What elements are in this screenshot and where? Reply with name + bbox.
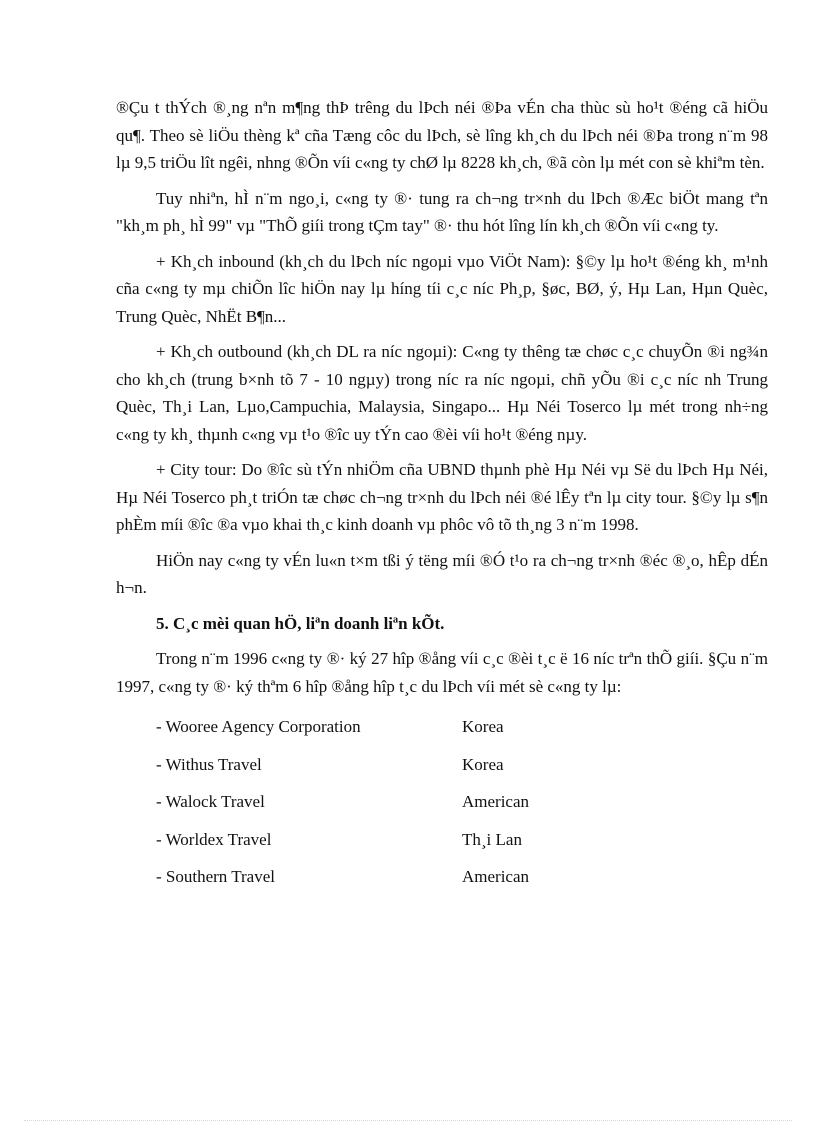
paragraph-inbound: + Kh¸ch inbound (kh¸ch du lÞch níc ngoµi vµo ViÖt Nam): §©y lµ ho¹t ®éng kh¸ m¹nh cña c«ng ty mµ chiÕn lîc hiÖn nay lµ híng tíi c¸c níc Ph¸p, §øc, BØ, ý, Hµ Lan, Hµn Quèc, Trung Quèc, NhËt B¶n... (116, 251, 768, 326)
partner-table (156, 708, 529, 896)
table-row (156, 783, 529, 821)
partner-country: American (462, 792, 530, 811)
table-row (156, 821, 529, 859)
paragraph-outbound: + Kh¸ch outbound (kh¸ch DL ra níc ngoµi): C«ng ty thêng tæ chøc c¸c chuyÕn ®i ng¾n cho kh¸ch (trung b×nh tõ 7 - 10 ngµy) trong níc ra níc ngoµi, chñ yÕu ®i c¸c níc nh Trung Quèc, Th¸i Lan, Lµo,Campuchia, Malaysia, Singapo... Hµ Néi Toserco lµ mét trong nh÷ng c«ng ty kh¸ thµnh c«ng vµ t¹o ®îc uy tÝn cao ®èi víi ho¹t ®éng nµy. (116, 342, 768, 444)
section-heading: 5. C¸c mèi quan hÖ, liªn doanh liªn kÕt. (156, 613, 445, 633)
partner-country: Korea (462, 717, 504, 736)
partner-country: Th¸i Lan (462, 829, 522, 849)
table-row (156, 858, 529, 896)
paragraph-city-tour: + City tour: Do ®îc sù tÝn nhiÖm cña UBND thµnh phè Hµ Néi vµ Së du lÞch Hµ Néi, Hµ Néi Toserco ph¸t triÓn tæ chøc ch¬ng tr×nh du lÞch néi ®é lÊy tªn lµ city tour. §©y lµ s¶n phÈm míi ®îc ®a vµo khai th¸c kinh doanh vµ phôc vô tõ th¸ng 3 n¨m 1998. (116, 460, 768, 534)
partner-name: - Worldex Travel (156, 829, 272, 849)
paragraph-new-ideas: HiÖn nay c«ng ty vÉn lu«n t×m tßi ý tëng míi ®Ó t¹o ra ch¬ng tr×nh ®éc ®¸o, hÊp dÉn h¬n. (116, 550, 768, 597)
paragraph-summer-programs: Tuy nhiªn, hÌ n¨m ngo¸i, c«ng ty ®· tung ra ch¬ng tr×nh du lÞch ®Æc biÖt mang tªn "kh¸m ph¸ hÌ 99" vµ "ThÕ giíi trong tÇm tay" ®· thu hót lîng lín kh¸ch ®Õn víi c«ng ty. (116, 188, 768, 235)
partner-name: - Withus Travel (156, 754, 262, 774)
partner-country: American (462, 867, 530, 886)
paragraph-domestic-market: ®Çu t thÝch ®¸ng nªn m¶ng thÞ trêng du lÞch néi ®Þa vÉn cha thùc sù ho¹t ®éng cã hiÖu qu¶. Theo sè liÖu thèng kª cña Tæng côc du lÞch, sè lîng kh¸ch du lÞch néi ®Þa trong n¨m 98 lµ 9,5 triÖu lît ngêi, nhng ®Õn víi c«ng ty chØ lµ 8228 kh¸ch, ®ã còn lµ mét con sè khiªm tèn. (116, 98, 768, 172)
partner-name: - Southern Travel (156, 867, 275, 886)
partner-country: Korea (462, 754, 504, 774)
partner-name: - Wooree Agency Corporation (156, 717, 361, 736)
paragraph-contracts: Trong n¨m 1996 c«ng ty ®· ký 27 hîp ®ång víi c¸c ®èi t¸c ë 16 níc trªn thÕ giíi. §Çu n¨m 1997, c«ng ty ®· ký thªm 6 hîp ®ång hîp t¸c du lÞch víi mét sè c«ng ty lµ: (116, 649, 768, 696)
page-bottom-divider (24, 1120, 792, 1121)
document-page (116, 94, 768, 896)
table-row (156, 708, 529, 746)
partner-name: - Walock Travel (156, 792, 265, 811)
table-row (156, 746, 529, 784)
